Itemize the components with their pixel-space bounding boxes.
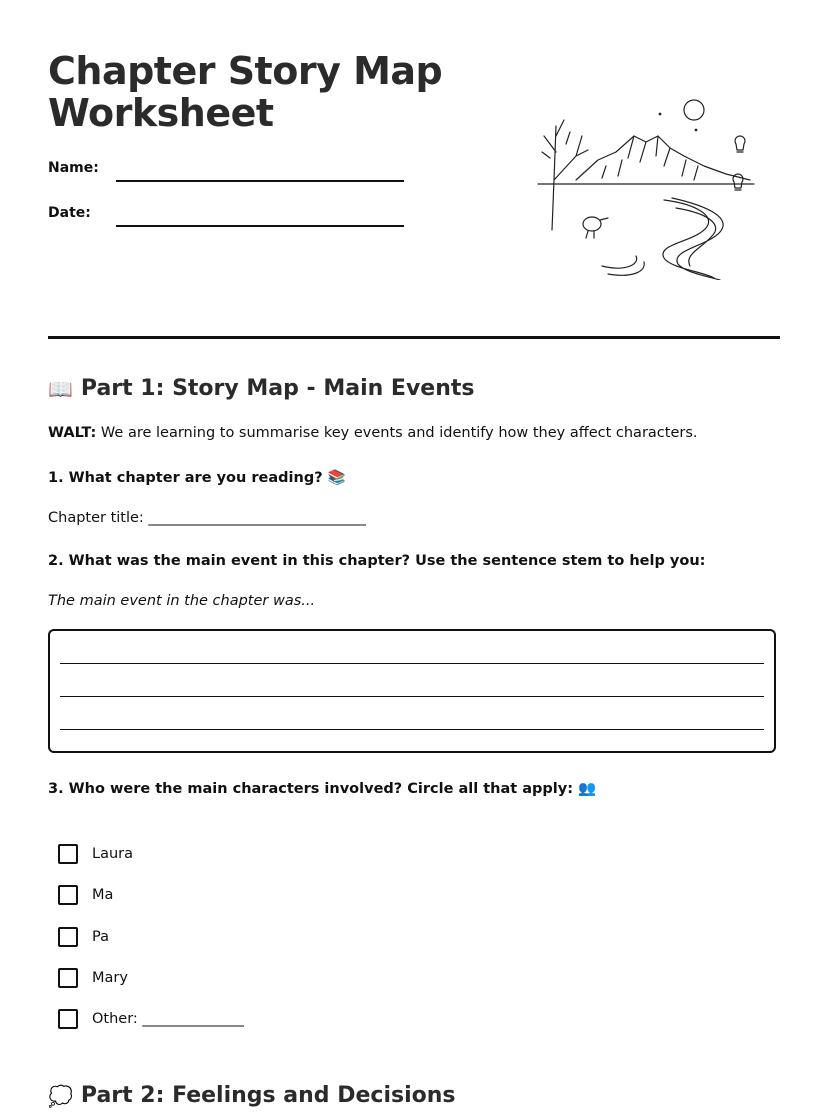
character-label: Ma [92,887,114,903]
checkbox[interactable] [58,885,78,905]
sentence-stem: The main event in the chapter was... [48,593,316,609]
question-2: 2. What was the main event in this chapter? Use the sentence stem to help you: [48,553,706,569]
checkbox[interactable] [58,1009,78,1029]
walt-label: WALT: [48,425,97,441]
part1-heading-text: Part 1: Story Map - Main Events [80,376,475,401]
character-label: Pa [92,929,109,945]
checkbox[interactable] [58,927,78,947]
section-divider [48,336,780,339]
question-1: 1. What chapter are you reading? 📚 [48,470,346,486]
answer-line [60,663,764,664]
character-option-ma[interactable] [58,885,113,905]
chapter-title-field[interactable]: Chapter title: ______________________________ [48,510,366,526]
answer-line [60,696,764,697]
date-field[interactable] [116,225,404,227]
checkbox[interactable] [58,968,78,988]
part1-heading [48,376,475,401]
walt-text: We are learning to summarise key events and identify how they affect characters. [96,425,698,441]
part2-heading [48,1083,456,1108]
book-icon: 📖 [48,376,73,401]
walt-statement [48,425,698,441]
checkbox[interactable] [58,844,78,864]
thought-bubble-icon: 💭 [48,1083,73,1108]
part2-heading-text: Part 2: Feelings and Decisions [80,1083,456,1108]
title-line-1: Chapter Story Map [48,49,443,93]
name-label: Name: [48,160,99,176]
question-3: 3. Who were the main characters involved? Circle all that apply: 👥 [48,781,597,797]
character-label: Mary [92,970,128,986]
page-title [48,50,442,134]
character-option-mary[interactable] [58,968,128,988]
date-label: Date: [48,205,91,221]
character-option-other[interactable] [58,1009,244,1029]
landscape-sketch-icon [536,96,760,280]
character-option-laura[interactable] [58,844,133,864]
character-label: Laura [92,846,134,862]
name-field[interactable] [116,180,404,182]
answer-line [60,729,764,730]
main-event-answer-box[interactable] [48,629,776,753]
title-line-2: Worksheet [48,91,274,135]
character-label: Other: ______________ [92,1011,244,1027]
character-option-pa[interactable] [58,927,109,947]
